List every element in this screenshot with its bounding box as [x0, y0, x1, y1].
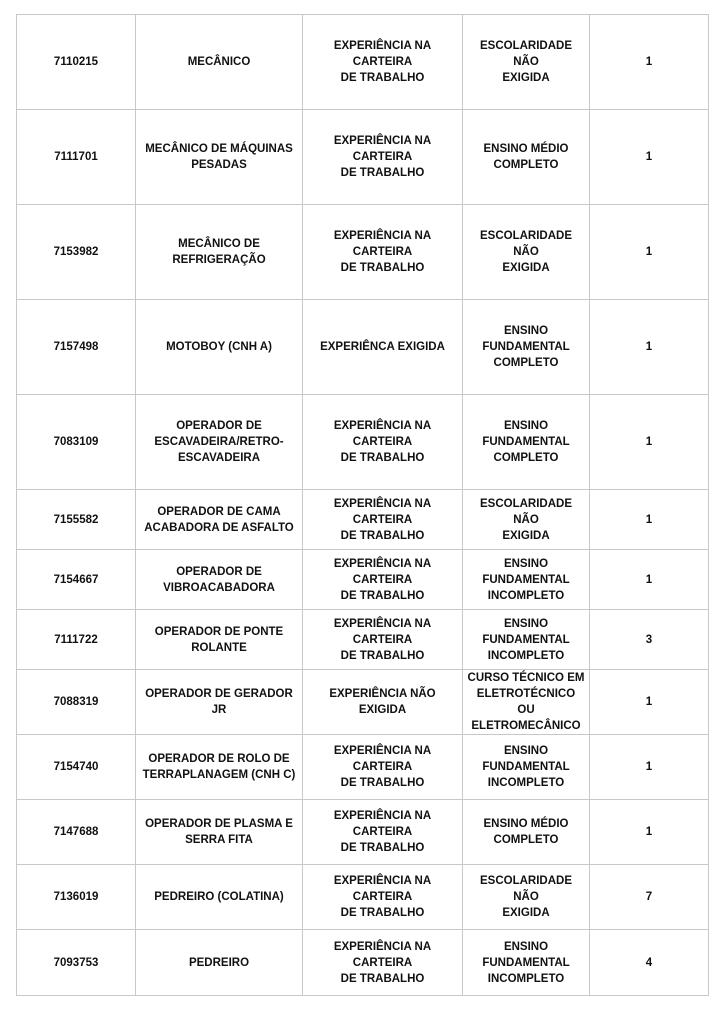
education-requirement: ENSINO FUNDAMENTAL COMPLETO — [482, 420, 570, 464]
job-role: MOTOBOY (CNH A) — [166, 341, 272, 353]
vacancy-count: 1 — [645, 151, 653, 163]
experience-requirement: EXPERIÊNCIA NA CARTEIRA DE TRABALHO — [333, 875, 432, 919]
experience-requirement: EXPERIÊNCIA NA CARTEIRA DE TRABALHO — [333, 940, 432, 985]
experience-cell — [303, 735, 463, 800]
table-row — [17, 930, 709, 996]
table-row — [17, 300, 709, 395]
education-cell — [463, 670, 590, 735]
job-role-cell — [136, 15, 303, 110]
vacancy-count: 1 — [645, 826, 653, 838]
experience-requirement: EXPERIÊNCIA NA CARTEIRA DE TRABALHO — [333, 617, 432, 662]
education-requirement: ESCOLARIDADE NÃO EXIGIDA — [479, 230, 572, 274]
education-cell — [463, 550, 590, 610]
job-role: OPERADOR DE ESCAVADEIRA/RETRO- ESCAVADEIRA — [154, 420, 284, 464]
vacancy-count: 1 — [645, 56, 653, 68]
experience-cell — [303, 610, 463, 670]
vacancy-code: 7155582 — [53, 513, 99, 526]
education-cell — [463, 800, 590, 865]
experience-requirement: EXPERIÊNCIA NA CARTEIRA DE TRABALHO — [333, 135, 432, 179]
experience-requirement: EXPERIÊNCIA NA CARTEIRA DE TRABALHO — [333, 497, 432, 542]
job-role-cell — [136, 735, 303, 800]
experience-requirement: EXPERIÊNCIA NA CARTEIRA DE TRABALHO — [333, 230, 432, 274]
education-cell — [463, 610, 590, 670]
experience-cell — [303, 865, 463, 930]
table-row — [17, 670, 709, 735]
experience-cell — [303, 550, 463, 610]
education-requirement: ESCOLARIDADE NÃO EXIGIDA — [479, 497, 572, 542]
job-role-cell — [136, 300, 303, 395]
education-requirement: ESCOLARIDADE NÃO EXIGIDA — [479, 40, 572, 84]
vacancy-code: 7111722 — [54, 633, 98, 646]
job-vacancies-table-body — [17, 15, 709, 996]
education-cell — [463, 930, 590, 996]
vacancies-cell — [590, 550, 709, 610]
table-row — [17, 110, 709, 205]
education-cell — [463, 735, 590, 800]
vacancies-cell — [590, 395, 709, 490]
education-requirement: ENSINO MÉDIO COMPLETO — [483, 818, 569, 846]
vacancy-code-cell — [17, 610, 136, 670]
vacancy-count: 1 — [645, 761, 653, 773]
vacancy-code-cell — [17, 865, 136, 930]
job-role-cell — [136, 110, 303, 205]
vacancies-cell — [590, 205, 709, 300]
experience-cell — [303, 15, 463, 110]
education-cell — [463, 865, 590, 930]
education-requirement: ENSINO MÉDIO COMPLETO — [483, 143, 569, 171]
job-role-cell — [136, 610, 303, 670]
vacancy-code-cell — [17, 395, 136, 490]
vacancy-code-cell — [17, 670, 136, 735]
vacancy-code: 7147688 — [53, 826, 99, 838]
table-row — [17, 800, 709, 865]
experience-requirement: EXPERIÊNCIA NA CARTEIRA DE TRABALHO — [333, 557, 432, 602]
table-row — [17, 205, 709, 300]
education-requirement: ENSINO FUNDAMENTAL INCOMPLETO — [482, 617, 570, 662]
vacancy-count: 1 — [645, 696, 653, 708]
vacancies-cell — [590, 110, 709, 205]
education-requirement: ENSINO FUNDAMENTAL INCOMPLETO — [482, 557, 570, 602]
vacancy-code: 7154667 — [53, 573, 99, 586]
experience-requirement: EXPERIÊNCIA NÃO EXIGIDA — [329, 688, 436, 716]
experience-cell — [303, 395, 463, 490]
vacancies-cell — [590, 300, 709, 395]
vacancy-code: 7111701 — [54, 151, 98, 163]
vacancy-code-cell — [17, 800, 136, 865]
vacancy-code: 7093753 — [53, 956, 99, 969]
education-requirement: ENSINO FUNDAMENTAL INCOMPLETO — [482, 940, 570, 985]
experience-requirement: EXPERIÊNCIA NA CARTEIRA DE TRABALHO — [333, 810, 432, 854]
vacancy-code: 7083109 — [53, 436, 99, 448]
vacancies-cell — [590, 670, 709, 735]
vacancy-code-cell — [17, 550, 136, 610]
vacancy-code: 7157498 — [53, 341, 99, 353]
job-role-cell — [136, 550, 303, 610]
vacancy-code: 7154740 — [53, 761, 99, 773]
vacancy-code-cell — [17, 735, 136, 800]
job-vacancies-table — [16, 14, 709, 996]
experience-requirement: EXPERIÊNCIA NA CARTEIRA DE TRABALHO — [333, 40, 432, 84]
job-role-cell — [136, 490, 303, 550]
job-role: OPERADOR DE CAMA ACABADORA DE ASFALTO — [144, 505, 294, 534]
job-role: MECÂNICO DE MÁQUINAS PESADAS — [145, 143, 293, 171]
job-role: PEDREIRO — [188, 956, 250, 969]
vacancy-code-cell — [17, 15, 136, 110]
vacancies-cell — [590, 490, 709, 550]
education-cell — [463, 300, 590, 395]
table-row — [17, 865, 709, 930]
education-cell — [463, 110, 590, 205]
table-row — [17, 490, 709, 550]
table-row — [17, 15, 709, 110]
vacancy-code: 7153982 — [53, 246, 99, 258]
vacancy-code-cell — [17, 205, 136, 300]
experience-cell — [303, 490, 463, 550]
experience-cell — [303, 930, 463, 996]
vacancy-code: 7088319 — [53, 696, 99, 708]
vacancy-code: 7110215 — [53, 56, 99, 68]
vacancy-count: 7 — [645, 891, 653, 903]
vacancy-code: 7136019 — [53, 891, 99, 903]
job-role: OPERADOR DE PONTE ROLANTE — [154, 625, 284, 654]
table-row — [17, 610, 709, 670]
experience-requirement: EXPERIÊNCA EXIGIDA — [320, 341, 445, 353]
job-role: OPERADOR DE PLASMA E SERRA FITA — [145, 818, 293, 846]
vacancies-cell — [590, 930, 709, 996]
experience-requirement: EXPERIÊNCIA NA CARTEIRA DE TRABALHO — [333, 745, 432, 789]
vacancies-cell — [590, 610, 709, 670]
vacancy-count: 1 — [645, 513, 653, 526]
experience-cell — [303, 110, 463, 205]
job-role-cell — [136, 395, 303, 490]
vacancy-count: 1 — [645, 573, 653, 586]
vacancies-cell — [590, 735, 709, 800]
job-role-cell — [136, 930, 303, 996]
vacancy-code-cell — [17, 110, 136, 205]
education-cell — [463, 205, 590, 300]
vacancies-cell — [590, 15, 709, 110]
job-role-cell — [136, 670, 303, 735]
vacancy-count: 1 — [645, 436, 653, 448]
job-role-cell — [136, 865, 303, 930]
experience-requirement: EXPERIÊNCIA NA CARTEIRA DE TRABALHO — [333, 420, 432, 464]
experience-cell — [303, 300, 463, 395]
job-role: PEDREIRO (COLATINA) — [154, 891, 284, 903]
experience-cell — [303, 205, 463, 300]
vacancy-count: 1 — [645, 246, 653, 258]
vacancy-count: 1 — [645, 341, 653, 353]
experience-cell — [303, 670, 463, 735]
vacancy-code-cell — [17, 490, 136, 550]
education-cell — [463, 395, 590, 490]
job-role-cell — [136, 800, 303, 865]
job-role: OPERADOR DE GERADOR JR — [145, 688, 293, 716]
vacancy-code-cell — [17, 930, 136, 996]
vacancy-count: 4 — [645, 956, 653, 969]
job-role-cell — [136, 205, 303, 300]
experience-cell — [303, 800, 463, 865]
vacancy-count: 3 — [645, 633, 653, 646]
job-role: OPERADOR DE ROLO DE TERRAPLANAGEM (CNH C) — [142, 753, 296, 781]
education-requirement: CURSO TÉCNICO EM ELETROTÉCNICO OU ELETROMECÂNICO — [467, 672, 585, 732]
vacancies-cell — [590, 865, 709, 930]
education-cell — [463, 15, 590, 110]
table-row — [17, 550, 709, 610]
job-role: MECÂNICO DE REFRIGERAÇÃO — [172, 238, 266, 266]
vacancy-code-cell — [17, 300, 136, 395]
education-cell — [463, 490, 590, 550]
education-requirement: ENSINO FUNDAMENTAL COMPLETO — [482, 325, 570, 369]
education-requirement: ENSINO FUNDAMENTAL INCOMPLETO — [482, 745, 570, 789]
table-row — [17, 395, 709, 490]
table-row — [17, 735, 709, 800]
job-role: MECÂNICO — [187, 56, 251, 68]
vacancies-cell — [590, 800, 709, 865]
job-role: OPERADOR DE VIBROACABADORA — [163, 565, 275, 594]
education-requirement: ESCOLARIDADE NÃO EXIGIDA — [479, 875, 572, 919]
